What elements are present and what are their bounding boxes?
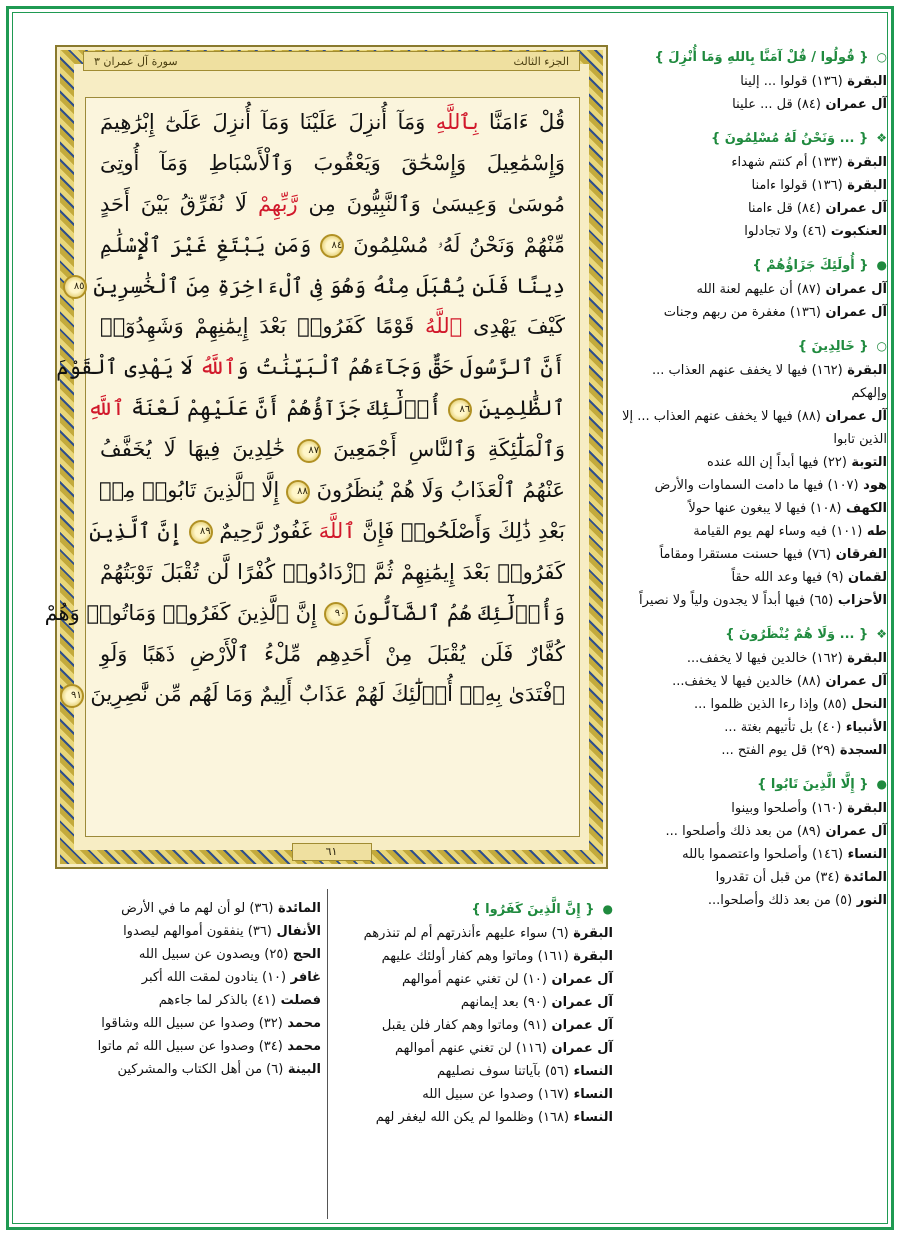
ayah-number-marker: ٨٩ <box>189 520 213 544</box>
ayah-ref: (٨٧) <box>792 282 821 297</box>
reference-row <box>31 1035 321 1058</box>
ayah-text-area <box>44 97 580 837</box>
ayah-ref: (٨٤) <box>792 97 821 112</box>
reference-row <box>621 70 887 93</box>
sura-name: محمد <box>282 1039 321 1054</box>
ayah-ref: (٨٥) <box>818 697 847 712</box>
reference-row <box>621 520 887 543</box>
ayah-ref: (١٦٠) <box>807 801 843 816</box>
bullet-icon: ● <box>876 258 887 272</box>
ayah-line <box>100 102 565 143</box>
index-column-right <box>621 45 887 922</box>
ayah-excerpt: فيها أبداً إن الله عنده <box>707 455 819 470</box>
reference-row <box>31 897 321 920</box>
ayah-text: إِلَّا ٱلَّذِينَ تَابُوا۟ مِنۢ <box>98 478 286 503</box>
ayah-text: وَٱلْمَلَٰٓئِكَةِ وَٱلنَّاسِ أَجْمَعِينَ <box>321 437 566 462</box>
bullet-icon: ○ <box>876 339 887 353</box>
ayah-ref: (٤٠) <box>813 720 842 735</box>
sura-name: الأحزاب <box>833 593 887 608</box>
reference-row <box>621 739 887 762</box>
ayah-excerpt: فيها لا يخفف عنهم العذاب ... إلا الذين تابوا <box>622 409 887 447</box>
bullet-icon: ❖ <box>876 131 887 145</box>
ayah-ref: (١٣٣) <box>807 155 843 170</box>
reference-row <box>621 497 887 520</box>
index-section <box>621 622 887 762</box>
ayah-ref: (٨٨) <box>792 409 821 424</box>
ayah-ref: (٩١) <box>518 1018 547 1033</box>
ayah-excerpt: بعد إيمانهم <box>460 995 519 1010</box>
section-title-text: { ... وَلَا هُمْ يُنْظَرُونَ } <box>725 627 869 642</box>
ayah-ref: (٨٨) <box>792 674 821 689</box>
index-section <box>621 334 887 612</box>
sura-name: النساء <box>569 1087 613 1102</box>
section-title <box>621 126 887 151</box>
ayah-line <box>87 388 565 429</box>
ayah-ref: (١١٦) <box>511 1041 547 1056</box>
ayah-ref: (٦٥) <box>805 593 834 608</box>
ayah-line <box>44 593 565 634</box>
ayah-line <box>100 184 565 225</box>
sura-name: آل عمران <box>820 674 887 689</box>
ayah-excerpt: ينادون لمقت الله أكبر <box>141 970 258 985</box>
ayah-excerpt: بآياتنا سوف نصليهم <box>437 1064 541 1079</box>
sura-name: النحل <box>846 697 887 712</box>
ayah-excerpt: وظلموا لم يكن الله ليغفر لهم <box>375 1110 534 1125</box>
ayah-excerpt: من قبل أن تقدروا <box>715 870 812 885</box>
index-section <box>621 253 887 324</box>
bullet-icon: ● <box>602 902 613 916</box>
reference-row <box>31 1058 321 1081</box>
sura-name: البقرة <box>842 155 887 170</box>
ayah-excerpt: وإذا رءا الذين ظلموا ... <box>693 697 819 712</box>
ayah-ref: (٧٦) <box>802 547 832 562</box>
ayah-excerpt: قولوا ... إلينا <box>740 74 808 89</box>
sura-name: هود <box>858 478 887 493</box>
section-title-text: { ... وَنَحْنُ لَهُ مُسْلِمُونَ } <box>710 131 869 146</box>
sura-name: آل عمران <box>820 305 887 320</box>
sura-name: غافر <box>286 970 321 985</box>
section-title <box>621 772 887 797</box>
ayah-text: لَا يَهْدِى ٱلْقَوْمَ <box>56 355 200 380</box>
ayah-text: عَنْهُمُ ٱلْعَذَابُ وَلَا هُمْ يُنظَرُونَ <box>309 478 565 503</box>
ayah-ref: (٥) <box>830 893 853 908</box>
index-column-left <box>31 897 321 1081</box>
ayah-ref: (٣٤) <box>254 1039 283 1054</box>
ayah-line <box>70 674 565 715</box>
reference-row <box>331 1060 613 1083</box>
reference-row <box>621 93 887 116</box>
ayah-excerpt: فيها أبداً لا يجدون ولياً ولا نصيراً <box>639 593 806 608</box>
reference-row <box>621 566 887 589</box>
ayah-excerpt: وصدوا عن سبيل الله وشاقوا <box>101 1016 255 1031</box>
reference-row <box>621 647 887 670</box>
ayah-ref: (٣٢) <box>254 1016 283 1031</box>
ayah-excerpt: وأصلحوا واعتصموا بالله <box>682 847 808 862</box>
reference-list <box>331 922 613 1129</box>
ayah-excerpt: فيها لا يبغون عنها حولاً <box>688 501 807 516</box>
reference-row <box>621 197 887 220</box>
reference-row <box>31 1012 321 1035</box>
sura-name: آل عمران <box>546 995 613 1010</box>
ayah-ref: (١٦٧) <box>533 1087 570 1102</box>
ayah-excerpt: فيها وعد الله حقاً <box>731 570 823 585</box>
reference-row <box>331 922 613 945</box>
ayah-text: بَعْدِ ذَٰلِكَ وَأَصْلَحُوا۟ فَإِنَّ <box>355 518 565 543</box>
ayah-excerpt: وماتوا وهم كفار أولئك عليهم <box>381 949 534 964</box>
ayah-excerpt: ويصدون عن سبيل الله <box>138 947 261 962</box>
ayah-text: وَمَآ أُنزِلَ عَلَيْنَا وَمَآ أُنزِلَ عَلَىٰٓ إِبْرَٰهِيمَ <box>100 110 436 134</box>
reference-row <box>621 670 887 693</box>
ayah-text: أَنَّ ٱلرَّسُولَ حَقٌّ وَجَآءَهُمُ ٱلْبَيِّنَٰتُ وَ <box>236 355 565 380</box>
reference-row <box>331 945 613 968</box>
ayah-excerpt: أن عليهم لعنة الله <box>696 282 793 297</box>
ayah-line <box>100 552 565 593</box>
ayah-excerpt: مغفرة من ربهم وجنات <box>663 305 786 320</box>
ayah-number-marker: ٩٠ <box>324 602 348 626</box>
ayah-number-marker: ٨٥ <box>63 275 87 299</box>
sura-name: المائدة <box>839 870 887 885</box>
sura-name: النساء <box>569 1064 613 1079</box>
ayah-excerpt: بالذكر لما جاءهم <box>158 993 248 1008</box>
sura-name: النور <box>852 893 887 908</box>
reference-row <box>621 301 887 324</box>
ayah-ref: (٤٦) <box>798 224 827 239</box>
ayah-text: إِنَّ ٱلَّذِينَ كَفَرُوا۟ وَمَاتُوا۟ وَهُمْ <box>44 600 324 625</box>
ayah-ref: (١٣٦) <box>785 305 821 320</box>
ayah-number-marker: ٨٧ <box>297 439 321 463</box>
sura-name: المائدة <box>273 901 321 916</box>
reference-row <box>31 989 321 1012</box>
ayah-text: قَوْمًا كَفَرُوا۟ بَعْدَ إِيمَٰنِهِمْ وَشَهِدُوٓا۟ <box>100 314 425 339</box>
bullet-icon: ● <box>876 777 887 791</box>
sura-name: النساء <box>843 847 887 862</box>
sura-name: آل عمران <box>546 1018 613 1033</box>
ayah-ref: (١٣٦) <box>807 74 843 89</box>
reference-row <box>621 405 887 451</box>
reference-row <box>621 220 887 243</box>
divine-name: ٱللَّهُ <box>425 314 463 339</box>
ayah-excerpt: فيها حسنت مستقرا ومقاماً <box>659 547 803 562</box>
reference-row <box>621 889 887 912</box>
section-title <box>621 253 887 278</box>
ayah-text: دِينًا فَلَن يُقْبَلَ مِنْهُ وَهُوَ فِى ٱلْءَاخِرَةِ مِنَ ٱلْخَٰسِرِينَ <box>86 273 565 298</box>
sura-name: آل عمران <box>820 824 887 839</box>
divine-name: رَّبِّهِمْ <box>257 191 298 216</box>
ayah-ref: (٩٠) <box>518 995 547 1010</box>
sura-name: محمد <box>282 1016 321 1031</box>
sura-name: فصلت <box>276 993 321 1008</box>
reference-row <box>621 843 887 866</box>
bullet-icon: ○ <box>876 50 887 64</box>
ayah-excerpt: خالدين فيها لا يخفف... <box>686 651 808 666</box>
reference-row <box>31 966 321 989</box>
sura-name: الحج <box>288 947 321 962</box>
ayah-number-marker: ٨٦ <box>448 398 472 422</box>
reference-row <box>331 1083 613 1106</box>
ayah-ref: (١٠) <box>257 970 287 985</box>
reference-row <box>621 474 887 497</box>
sura-name: طه <box>862 524 887 539</box>
ayah-excerpt: فيه وساء لهم يوم القيامة <box>693 524 828 539</box>
ayah-ref: (١٤٦) <box>807 847 844 862</box>
section-title <box>621 45 887 70</box>
index-section <box>621 45 887 116</box>
ayah-line <box>100 429 565 470</box>
ayah-line <box>89 511 565 552</box>
ayah-number-marker: ٨٤ <box>320 234 344 258</box>
sura-name: النساء <box>569 1110 613 1125</box>
ayah-text: ٱلظَّٰلِمِينَ <box>472 396 565 421</box>
ayah-ref: (٦) <box>547 926 569 941</box>
ayah-ref: (٥٦) <box>540 1064 570 1079</box>
divine-name: ٱللَّهَ <box>318 518 356 543</box>
reference-row <box>621 693 887 716</box>
ayah-number-marker: ٨٨ <box>286 480 310 504</box>
ayah-excerpt: من بعد ذلك وأصلحوا ... <box>665 824 793 839</box>
ayah-excerpt: لن تغني عنهم أموالهم <box>394 1041 512 1056</box>
ayah-text: كَفَرُوا۟ بَعْدَ إِيمَٰنِهِمْ ثُمَّ ٱزْدَادُوا۟ كُفْرًا لَّن تُقْبَلَ تَوْبَتُهُمْ <box>100 559 565 584</box>
ayah-excerpt: ينفقون أموالهم ليصدوا <box>123 924 244 939</box>
sura-name: البقرة <box>568 949 613 964</box>
ayah-excerpt: من بعد ذلك وأصلحوا... <box>707 893 831 908</box>
ayah-excerpt: وصدوا عن سبيل الله ثم ماتوا <box>97 1039 255 1054</box>
sura-name: آل عمران <box>820 97 887 112</box>
ayah-text: غَفُورٌ رَّحِيمٌ <box>212 518 319 543</box>
ayah-text: مِّنْهُمْ وَنَحْنُ لَهُۥ مُسْلِمُونَ <box>344 232 565 257</box>
ayah-excerpt: وصدوا عن سبيل الله <box>422 1087 534 1102</box>
ayah-excerpt: فيها لا يخفف عنهم العذاب ... وإلهكم <box>652 363 887 401</box>
section-title <box>621 622 887 647</box>
reference-row <box>331 1014 613 1037</box>
reference-row <box>621 820 887 843</box>
column-divider <box>327 889 328 1219</box>
sura-label: سورة آل عمران ٣ <box>94 54 178 68</box>
ayah-ref: (٦) <box>262 1062 284 1077</box>
ayah-text: مُوسَىٰ وَعِيسَىٰ وَٱلنَّبِيُّونَ مِن <box>297 191 565 216</box>
sura-name: البينة <box>283 1062 321 1077</box>
ayah-excerpt: ولا تجادلوا <box>744 224 799 239</box>
ayah-excerpt: قل يوم الفتح ... <box>721 743 808 758</box>
bullet-icon: ❖ <box>876 627 887 641</box>
ayah-excerpt: بل تأتيهم بغتة ... <box>724 720 814 735</box>
ayah-ref: (١٠٨) <box>806 501 842 516</box>
sura-name: الفرقان <box>831 547 887 562</box>
reference-row <box>621 866 887 889</box>
sura-name: الأنفال <box>271 924 321 939</box>
ayah-ref: (١٠١) <box>827 524 863 539</box>
ayah-ref: (٤١) <box>247 993 277 1008</box>
page-number: ٦١ <box>292 843 372 861</box>
ayah-excerpt: لن تغني عنهم أموالهم <box>401 972 519 987</box>
sura-name: التوبة <box>846 455 887 470</box>
ayah-text: ٱفْتَدَىٰ بِهِۦٓ أُو۟لَٰٓئِكَ لَهُمْ عَذَابٌ أَلِيمٌ وَمَا لَهُم مِّن نَّٰصِرِينَ <box>83 682 565 707</box>
reference-row <box>621 589 887 612</box>
divine-name: ٱللَّهُ <box>199 355 237 380</box>
section-title-text: { خَالِدِينَ } <box>797 339 869 354</box>
ayah-ref: (٢٩) <box>807 743 836 758</box>
ayah-ref: (٩) <box>822 570 844 585</box>
reference-row <box>621 451 887 474</box>
section-title <box>331 897 613 922</box>
sura-name: العنكبوت <box>826 224 887 239</box>
sura-name: الكهف <box>841 501 887 516</box>
sura-name: آل عمران <box>546 972 613 987</box>
sura-name: البقرة <box>842 651 887 666</box>
ayah-number-marker: ٩١ <box>60 684 84 708</box>
ayah-excerpt: وأصلحوا وبينوا <box>731 801 808 816</box>
divine-name: ٱللَّهِ <box>87 396 125 421</box>
section-title-text: { قُولُوا / قُلْ آمَنَّا بِاللهِ وَمَا أُنْزِلَ } <box>654 50 869 65</box>
index-section <box>621 772 887 912</box>
sura-name: آل عمران <box>820 201 887 216</box>
ayah-excerpt: وماتوا وهم كفار فلن يقبل <box>381 1018 519 1033</box>
mushaf-page <box>44 45 608 869</box>
ayah-text: أُو۟لَٰٓئِكَ جَزَآؤُهُمْ أَنَّ عَلَيْهِمْ لَعْنَةَ <box>124 396 449 421</box>
ayah-excerpt: قل ءامنا <box>747 201 793 216</box>
sura-name: البقرة <box>842 74 887 89</box>
mushaf-header <box>83 51 580 71</box>
ayah-ref: (١٠) <box>518 972 547 987</box>
reference-row <box>621 278 887 301</box>
ayah-text: كَيْفَ يَهْدِى <box>462 314 565 339</box>
ayah-text: وَمَن يَبْتَغِ غَيْرَ ٱلْإِسْلَٰمِ <box>100 232 321 257</box>
ayah-excerpt: لو أن لهم ما في الأرض <box>121 901 246 916</box>
ayah-excerpt: من أهل الكتاب والمشركين <box>117 1062 263 1077</box>
juz-label: الجزء الثالث <box>513 54 569 68</box>
ayah-line <box>56 347 565 388</box>
ayah-excerpt: قل ... علينا <box>732 97 793 112</box>
sura-name: البقرة <box>568 926 613 941</box>
sura-name: البقرة <box>842 801 887 816</box>
ayah-ref: (١٣٦) <box>807 178 843 193</box>
ayah-excerpt: قولوا ءامنا <box>751 178 808 193</box>
sura-name: آل عمران <box>820 409 887 424</box>
sura-name: البقرة <box>842 363 887 378</box>
reference-row <box>331 1106 613 1129</box>
page-frame <box>6 6 894 1230</box>
ayah-text: إِنَّ ٱلَّذِينَ <box>89 518 189 543</box>
ayah-line <box>100 470 565 511</box>
ayah-ref: (٨٩) <box>792 824 821 839</box>
reference-row <box>31 943 321 966</box>
divine-name: بِٱللَّهِ <box>435 110 479 134</box>
section-title-text: { إِنَّ الَّذِينَ كَفَرُوا } <box>471 902 595 917</box>
sura-name: لقمان <box>843 570 887 585</box>
index-section <box>621 126 887 243</box>
reference-row <box>621 359 887 405</box>
reference-row <box>621 151 887 174</box>
ayah-ref: (٨٤) <box>792 201 821 216</box>
sura-name: الأنبياء <box>841 720 887 735</box>
ayah-ref: (١٠٧) <box>823 478 859 493</box>
ayah-line <box>73 266 565 307</box>
ayah-text: وَإِسْمَٰعِيلَ وَإِسْحَٰقَ وَيَعْقُوبَ وَٱلْأَسْبَاطِ وَمَآ أُوتِىَ <box>100 150 565 175</box>
ayah-excerpt: فيها ما دامت السماوات والأرض <box>654 478 824 493</box>
ayah-line <box>100 634 565 675</box>
reference-row <box>621 174 887 197</box>
reference-row <box>331 968 613 991</box>
ayah-ref: (١٦٨) <box>533 1110 570 1125</box>
section-title <box>621 334 887 359</box>
sura-name: آل عمران <box>820 282 887 297</box>
ayah-ref: (١٦١) <box>533 949 569 964</box>
sura-name: آل عمران <box>546 1041 613 1056</box>
reference-row <box>621 797 887 820</box>
ayah-text: كُفَّارٌ فَلَن يُقْبَلَ مِنْ أَحَدِهِم مِّلْءُ ٱلْأَرْضِ ذَهَبًا وَلَوِ <box>100 641 565 666</box>
ayah-excerpt: سواء عليهم ءأنذرتهم أم لم تنذرهم <box>363 926 548 941</box>
ayah-ref: (١٦٢) <box>807 651 843 666</box>
ayah-line <box>100 306 565 347</box>
sura-name: السجدة <box>835 743 887 758</box>
ayah-text: لَا نُفَرِّقُ بَيْنَ أَحَدٍ <box>100 191 258 216</box>
reference-row <box>621 543 887 566</box>
ayah-ref: (٢٥) <box>260 947 289 962</box>
ayah-text: قُلْ ءَامَنَّا <box>478 110 565 134</box>
reference-row <box>621 716 887 739</box>
reference-row <box>331 991 613 1014</box>
sura-name: البقرة <box>842 178 887 193</box>
section-title-text: { أُولَئِكَ جَزَاؤُهُمْ } <box>752 258 869 273</box>
ayah-text: وَأُو۟لَٰٓئِكَ هُمُ ٱلضَّآلُّونَ <box>347 600 565 625</box>
section-title-text: { إِلَّا الَّذِينَ تَابُوا } <box>757 777 869 792</box>
ayah-ref: (٣٤) <box>811 870 840 885</box>
ayah-line <box>100 225 565 266</box>
index-column-middle <box>331 897 613 1129</box>
reference-row <box>331 1037 613 1060</box>
reference-row <box>31 920 321 943</box>
ayah-excerpt: خالدين فيها لا يخفف... <box>672 674 793 689</box>
ayah-ref: (٣٦) <box>243 924 272 939</box>
ayah-text: خَٰلِدِينَ فِيهَا لَا يُخَفَّفُ <box>100 437 298 462</box>
reference-list <box>31 897 321 1081</box>
ayah-excerpt: أم كنتم شهداء <box>731 155 808 170</box>
ayah-ref: (٢٢) <box>818 455 847 470</box>
ayah-ref: (٣٦) <box>245 901 274 916</box>
ayah-line <box>100 143 565 184</box>
ayah-ref: (١٦٢) <box>807 363 843 378</box>
